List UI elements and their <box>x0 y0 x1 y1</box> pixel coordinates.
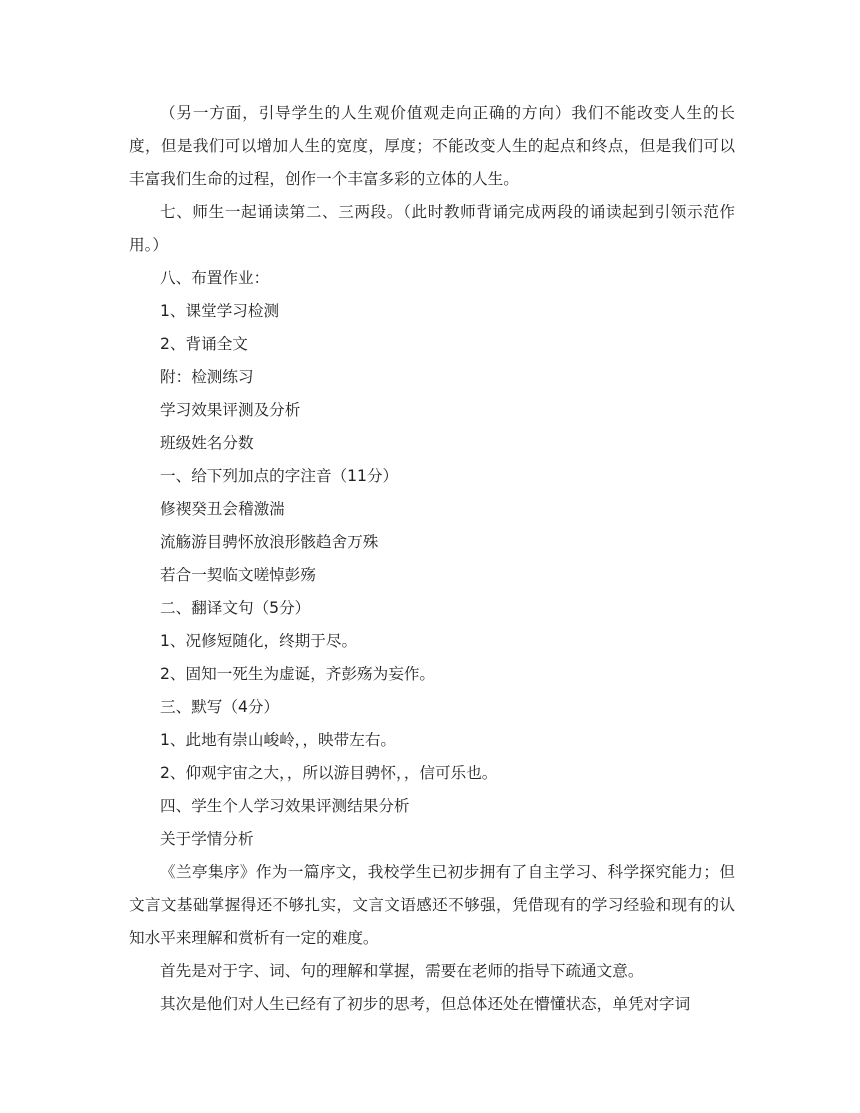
section-heading: 二、翻译文句（5分） <box>160 599 311 617</box>
paragraph-first-point: 首先是对于字、词、句的理解和掌握，需要在老师的指导下疏通文意。 <box>160 962 644 980</box>
paragraph-recitation: 七、师生一起诵读第二、三两段。（此时教师背诵完成两段的诵读起到引领示范作用。） <box>129 203 735 254</box>
paragraph-student-analysis: 《兰亭集序》作为一篇序文，我校学生已初步拥有了自主学习、科学探究能力；但文言文基础掌握得还不够扎实，文言文语感还不够强，凭借现有的学习经验和现有的认知水平来理解和赏析有一定的难度。 <box>129 863 735 947</box>
appendix-heading: 附：检测练习 <box>160 368 254 386</box>
section-heading: 四、学生个人学习效果评测结果分析 <box>160 797 410 815</box>
evaluation-title: 学习效果评测及分析 <box>160 401 301 419</box>
homework-heading: 八、布置作业： <box>160 269 270 287</box>
translation-item: 2、固知一死生为虚诞，齐彭殇为妄作。 <box>160 665 436 683</box>
document-body <box>129 97 735 1021</box>
learning-analysis-heading: 关于学情分析 <box>160 830 254 848</box>
paragraph-second-point: 其次是他们对人生已经有了初步的思考，但总体还处在懵懂状态，单凭对字词 <box>160 995 691 1013</box>
pinyin-words-line: 流觞游目骋怀放浪形骸趋舍万殊 <box>160 533 379 551</box>
paragraph-life-meaning: （另一方面，引导学生的人生观价值观走向正确的方向）我们不能改变人生的长度，但是我们可以增加人生的宽度，厚度；不能改变人生的起点和终点，但是我们可以丰富我们生命的过程，创作一个丰富多彩的立体的人生。 <box>129 104 735 188</box>
section-heading: 三、默写（4分） <box>160 698 280 716</box>
pinyin-words-line: 修禊癸丑会稽激湍 <box>160 500 285 518</box>
homework-item: 1、课堂学习检测 <box>160 302 280 320</box>
translation-item: 1、况修短随化，终期于尽。 <box>160 632 358 650</box>
student-info-line: 班级姓名分数 <box>160 434 254 452</box>
homework-item: 2、背诵全文 <box>160 335 248 353</box>
dictation-item: 2、仰观宇宙之大，，所以游目骋怀，，信可乐也。 <box>160 764 498 782</box>
dictation-item: 1、此地有崇山峻岭，，映带左右。 <box>160 731 397 749</box>
pinyin-words-line: 若合一契临文嗟悼彭殇 <box>160 566 316 584</box>
section-heading: 一、给下列加点的字注音（11分） <box>160 467 399 485</box>
